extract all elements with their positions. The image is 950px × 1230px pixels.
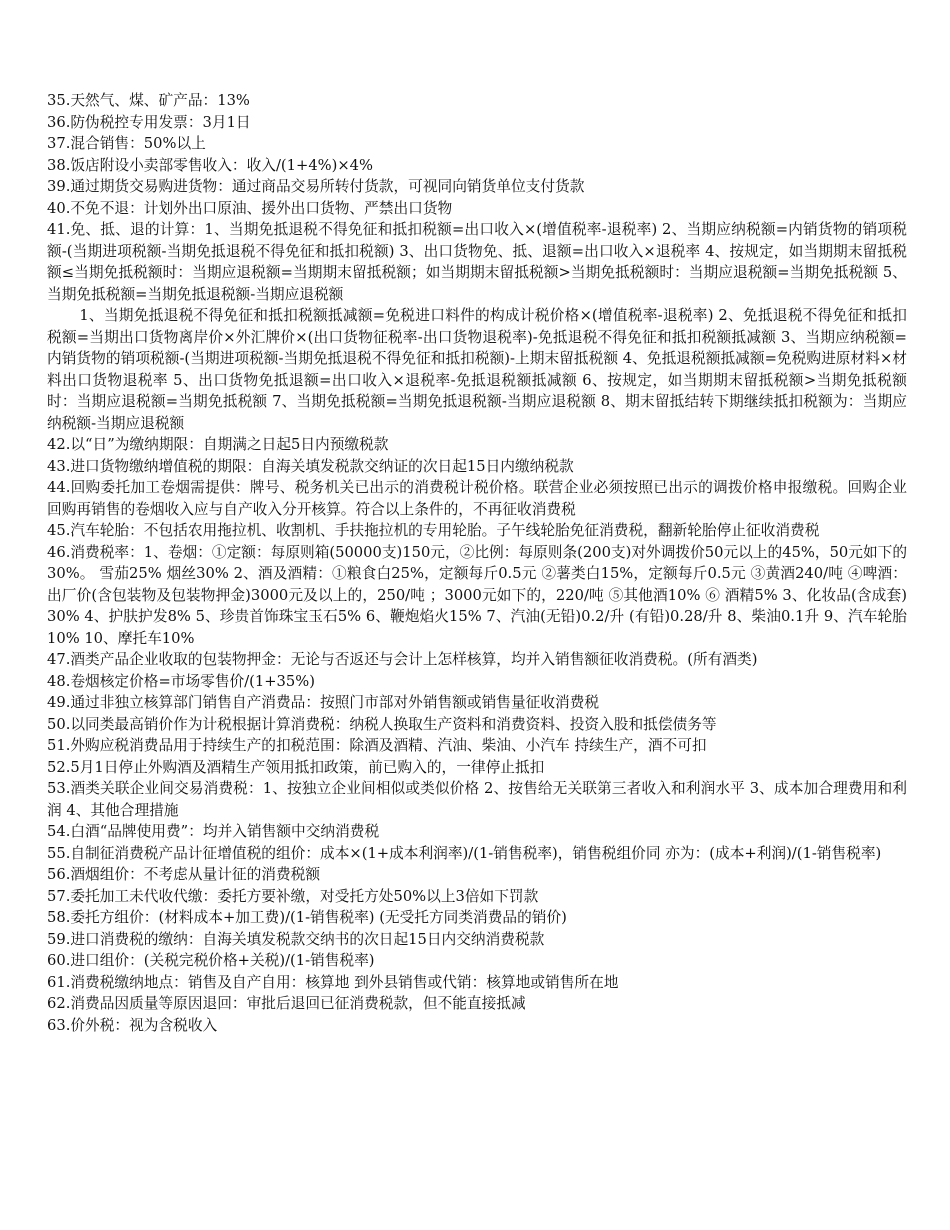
list-item: 50.以同类最高销价作为计税根据计算消费税：纳税人换取生产资料和消费资料、投资入股和抵偿债务等 [47, 715, 717, 733]
list-item: 44.回购委托加工卷烟需提供：牌号、税务机关已出示的消费税计税价格。联营企业必须按照已出示的调拨价格申报缴税。回购企业回购再销售的卷烟收入应与自产收入分开核算。符合以上条件的，不再征收消费税 [47, 479, 907, 518]
list-item: 39.通过期货交易购进货物：通过商品交易所转付货款，可视同向销货单位支付货款 [47, 178, 585, 195]
list-item: 60.进口组价：(关税完税价格+关税)/(1-销售税率) [47, 952, 375, 969]
list-item: 38.饭店附设小卖部零售收入：收入/(1+4%)×4% [47, 156, 373, 174]
list-item: 56.酒烟组价：不考虑从量计征的消费税额 [47, 866, 321, 883]
list-item: 48.卷烟核定价格=市场零售价/(1+35%) [47, 672, 315, 690]
list-item: 58.委托方组价：(材料成本+加工费)/(1-销售税率) (无受托方同类消费品的销价) [47, 909, 567, 926]
list-item: 55.自制征消费税产品计征增值税的组价：成本×(1+成本利润率)/(1-销售税率)，销售税组价同 亦为：(成本+利润)/(1-销售税率) [47, 844, 882, 862]
list-item: 49.通过非独立核算部门销售自产消费品：按照门市部对外销售额或销售量征收消费税 [47, 694, 600, 711]
list-item: 42.以“日”为缴纳期限：自期满之日起5日内预缴税款 [47, 436, 389, 453]
list-item: 54.白酒“品牌使用费”：均并入销售额中交纳消费税 [47, 823, 380, 840]
list-item: 46.消费税率：1、卷烟：①定额：每原则箱(50000支)150元，②比例：每原则条(200支)对外调拨价50元以上的45%，50元如下的30%。 雪茄25% 烟丝30% 2、酒及酒精：①粮食白25%，定额每斤0.5元 ②薯类白15%，定额每斤0.5元 ③黄酒240/吨 ④啤酒：出厂价(含包装物及包装物押金)3000元及以上的，250/吨 ；3000元如下的，220/吨 ⑤其他酒10% ⑥ 酒精5% 3、化妆品(含成套)30% 4、护肤护发8% 5、珍贵首饰珠宝玉石5% 6、鞭炮焰火15% 7、汽油(无铅)0.2/升 (有铅)0.28/升 8、柴油0.1升 9、汽车轮胎10% 10、摩托车10% [47, 543, 908, 647]
document-body [47, 90, 907, 1036]
list-item: 41.免、抵、退的计算：1、当期免抵退税不得免征和抵扣税额=出口收入×(增值税率-退税率) 2、当期应纳税额=内销货物的销项税额-(当期进项税额-当期免抵退税不得免征和抵扣税额) 3、出口货物免、抵、退额=出口收入×退税率 4、按规定，如当期期末留抵税额≤当期免抵税额时：当期应退税额=当期期末留抵税额；如当期期末留抵税额>当期免抵税额时：当期应退税额=当期免抵税额 5、当期免抵税额=当期免抵退税额-当期应退税额 [47, 221, 907, 303]
list-item: 45.汽车轮胎：不包括农用拖拉机、收割机、手扶拖拉机的专用轮胎。子午线轮胎免征消费税，翻新轮胎停止征收消费税 [47, 522, 820, 539]
list-item: 36.防伪税控专用发票：3月1日 [47, 113, 251, 131]
list-item: 57.委托加工未代收代缴：委托方要补缴，对受托方处50%以上3倍如下罚款 [47, 887, 539, 905]
list-item: 37.混合销售：50%以上 [47, 135, 206, 152]
list-item: 47.酒类产品企业收取的包装物押金：无论与否返还与会计上怎样核算，均并入销售额征收消费税。(所有酒类) [47, 651, 758, 668]
list-item: 53.酒类关联企业间交易消费税：1、按独立企业间相似或类似价格 2、按售给无关联第三者收入和利润水平 3、成本加合理费用和利润 4、其他合理措施 [47, 780, 907, 819]
list-item: 62.消费品因质量等原因退回：审批后退回已征消费税款，但不能直接抵减 [47, 995, 526, 1012]
list-item-continuation: 1、当期免抵退税不得免征和抵扣税额抵减额=免税进口料件的构成计税价格×(增值税率-退税率) 2、免抵退税不得免征和抵扣税额=当期出口货物离岸价×外汇牌价×(出口货物征税率-出口货物退税率)-免抵退税不得免征和抵扣税额抵减额 3、当期应纳税额=内销货物的销项税额-(当期进项税额-当期免抵退税不得免征和抵扣税额)-上期末留抵税额 4、免抵退税额抵减额=免税购进原材料×材料出口货物退税率 5、出口货物免抵退额=出口收入×退税率-免抵退税额抵减额 6、按规定，如当期期末留抵税额>当期免抵税额时：当期应退税额=当期免抵税额 7、当期免抵税额=当期免抵退税额-当期应退税额 8、期末留抵结转下期继续抵扣税额为：当期应纳税额-当期应退税额 [47, 307, 907, 432]
list-item: 52.5月1日停止外购酒及酒精生产领用抵扣政策，前已购入的，一律停止抵扣 [47, 758, 545, 776]
list-item: 51.外购应税消费品用于持续生产的扣税范围：除酒及酒精、汽油、柴油、小汽车 持续生产，酒不可扣 [47, 737, 707, 754]
list-item: 61.消费税缴纳地点：销售及自产自用：核算地 到外县销售或代销：核算地或销售所在地 [47, 973, 619, 991]
list-item: 35.天然气、煤、矿产品：13% [47, 92, 250, 109]
list-item: 63.价外税：视为含税收入 [47, 1016, 218, 1034]
list-item: 43.进口货物缴纳增值税的期限：自海关填发税款交纳证的次日起15日内缴纳税款 [47, 457, 574, 475]
list-item: 40.不免不退：计划外出口原油、援外出口货物、严禁出口货物 [47, 199, 453, 217]
list-item: 59.进口消费税的缴纳：自海关填发税款交纳书的次日起15日内交纳消费税款 [47, 930, 545, 948]
